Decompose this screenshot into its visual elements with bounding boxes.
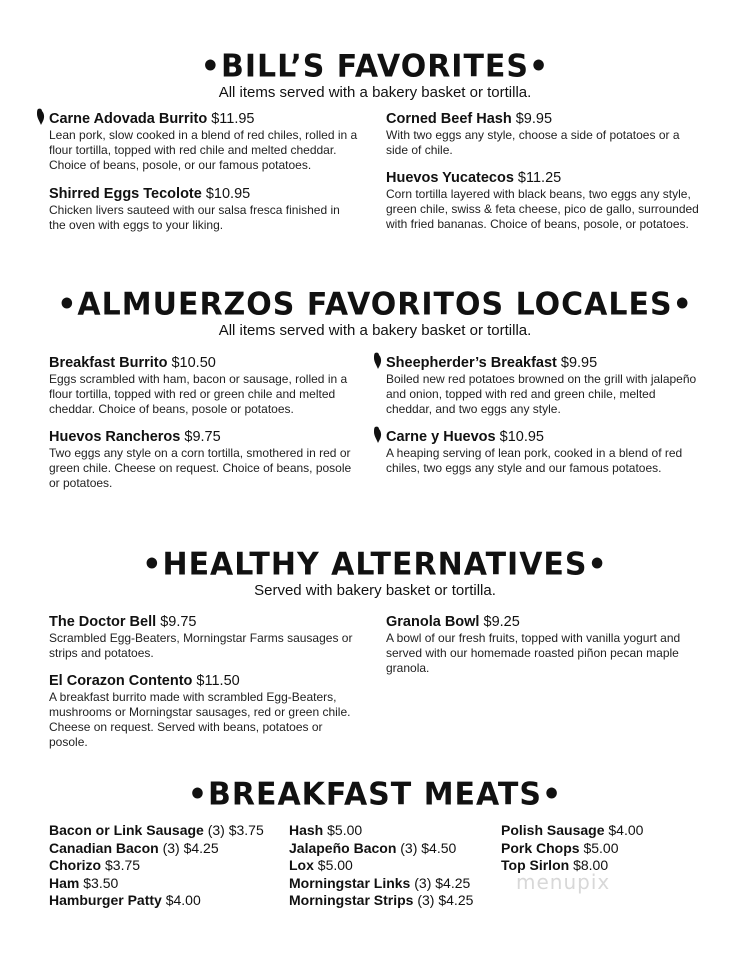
healthy-right-column [386,614,701,688]
menu-item-price: $9.75 [184,429,221,445]
meats-column-3 [501,822,643,875]
menu-item-description: Lean pork, slow cooked in a blend of red chiles, rolled in a flour tortilla, topped with red chile and melted cheddar. Choice of beans, posole, or our famous potatoes. [49,128,358,172]
meat-quantity: (3) [158,839,180,856]
section-title: •BREAKFAST MEATS• [187,776,563,813]
healthy-left-column [49,614,359,762]
meat-price: $5.00 [323,822,363,838]
menu-item [49,111,359,173]
meat-price: $5.00 [313,857,353,873]
meat-name: Pork Chops [501,839,580,856]
meat-item [501,822,643,840]
menu-item-header [49,111,359,128]
menu-item-name: Huevos Yucatecos [386,170,514,186]
chile-pepper-icon [373,426,382,443]
menu-item-description: With two eggs any style, choose a side of potatoes or a side of chile. [386,128,680,157]
menu-item-price: $10.95 [499,429,544,445]
menu-item-name: Breakfast Burrito [49,355,168,371]
menu-item-description: A bowl of our fresh fruits, topped with vanilla yogurt and served with our homemade roasted piñon pecan maple granola. [386,631,681,675]
menu-item-description: Scrambled Egg-Beaters, Morningstar Farms sausages or strips and potatoes. [49,631,353,660]
menu-item-price: $10.50 [171,355,216,371]
menu-item [49,614,359,661]
meat-price: $3.75 [224,822,264,838]
section-breakfast-meats [0,778,750,812]
meat-item [289,857,473,875]
meat-price: $3.50 [79,874,119,891]
menu-item-header [49,673,359,690]
meat-quantity: (3) [410,874,432,891]
menu-item [386,111,701,158]
menu-item-name: Corned Beef Hash [386,111,512,127]
section-subtitle: All items served with a bakery basket or tortilla. [218,84,532,101]
meat-name: Hamburger Patty [49,892,162,908]
menu-item-price: $9.95 [560,355,598,371]
menu-item-header [49,355,359,372]
menu-item [49,429,359,491]
menu-item-description: Corn tortilla layered with black beans, two eggs any style, green chile, swiss & feta cheese, pico de gallo, surrounded with fried bananas. Choice of beans, posole, or potatoes. [386,187,699,231]
menu-item-name: Carne y Huevos [386,429,496,445]
meat-name: Top Sirlon [501,857,570,873]
menu-item-name: Sheepherder’s Breakfast [386,355,557,371]
section-title: •ALMUERZOS FAVORITOS LOCALES• [57,286,693,323]
menu-item-name: El Corazon Contento [49,673,193,689]
menu-item-description: Chicken livers sauteed with our salsa fresca finished in the oven with eggs to your liking. [49,203,340,232]
meat-price: $4.25 [434,892,474,908]
almuerzos-right-column [386,355,701,488]
menu-item-description: A breakfast burrito made with scrambled Egg-Beaters, mushrooms or Morningstar sausages, red or green chile. Cheese on request. Served with beans, potatoes or posole. [49,690,351,749]
meat-price: $5.00 [579,839,619,856]
menu-item [49,355,359,417]
meat-item [49,840,264,858]
menu-item-name: Granola Bowl [386,614,480,630]
section-title: •BILL’S FAVORITES• [200,48,550,85]
meat-name: Hash [289,822,324,838]
menu-item [49,186,359,233]
menu-item-price: $9.75 [160,614,197,630]
bills-right-column [386,111,701,244]
menu-item-description: Two eggs any style on a corn tortilla, smothered in red or green chile. Cheese on request. Choice of beans, posole or potatoes. [49,446,352,490]
meat-name: Ham [49,874,80,891]
menu-item-header [49,614,359,631]
meat-quantity: (3) [396,839,418,856]
almuerzos-left-column [49,355,359,503]
meat-name: Bacon or Link Sausage [49,822,204,838]
menu-item [386,355,701,417]
menu-item-name: The Doctor Bell [49,614,157,630]
meat-item [501,840,643,858]
menu-item-price: $9.95 [515,111,553,127]
menu-item-price: $9.25 [483,614,520,630]
meat-item [49,822,264,840]
meat-name: Morningstar Strips [289,892,414,908]
meat-name: Chorizo [49,857,102,873]
meat-item [289,840,473,858]
section-subtitle: Served with bakery basket or tortilla. [254,582,496,599]
menu-item-header [49,186,359,203]
menu-item-price: $11.95 [211,111,255,127]
bills-left-column [49,111,359,245]
meat-price: $4.00 [161,892,201,908]
menu-item-header [386,355,701,372]
meat-name: Canadian Bacon [49,839,159,856]
menu-item-description: Eggs scrambled with ham, bacon or sausage, rolled in a flour tortilla, topped with red or green chile and melted cheddar. Choice of beans, posole or potatoes. [49,372,348,416]
watermark: menupix [516,870,611,894]
menu-item [49,673,359,750]
menu-item-header [49,429,359,446]
section-almuerzos [0,288,750,340]
meat-price: $4.25 [431,874,471,891]
menu-item-header [386,111,701,128]
meat-name: Jalapeño Bacon [289,839,397,856]
meats-column-2 [289,822,473,910]
menu-item-name: Shirred Eggs Tecolote [49,186,202,202]
chile-pepper-icon [36,108,45,125]
menu-item [386,170,701,232]
meat-item [49,875,264,893]
menu-item-header [386,170,701,187]
meat-price: $4.50 [417,839,457,856]
menu-item-header [386,614,701,631]
section-bills-favorites [0,50,750,102]
section-title: •HEALTHY ALTERNATIVES• [142,546,608,583]
menu-item-name: Huevos Rancheros [49,429,181,445]
meat-name: Polish Sausage [501,822,605,838]
meat-name: Morningstar Links [289,874,411,891]
menu-item-price: $11.25 [517,170,562,186]
menu-item-header [386,429,701,446]
menu-item-description: Boiled new red potatoes browned on the grill with jalapeño and onion, topped with red and green chile, melted cheddar, and two eggs any style. [386,372,697,416]
meat-price: $3.75 [101,857,141,873]
meat-item [49,857,264,875]
meat-price: $4.00 [604,822,644,838]
meat-price: $8.00 [569,857,609,873]
menu-item [386,614,701,676]
meat-name: Lox [289,857,314,873]
menu-item-name: Carne Adovada Burrito [49,111,208,127]
meat-item [49,892,264,910]
menu-item [386,429,701,476]
meat-item [289,875,473,893]
meat-item [289,822,473,840]
meat-quantity: (3) [203,822,225,838]
meat-quantity: (3) [413,892,435,908]
meat-item [289,892,473,910]
menu-item-description: A heaping serving of lean pork, cooked in a blend of red chiles, two eggs any style and our famous potatoes. [386,446,683,475]
meat-price: $4.25 [179,839,219,856]
chile-pepper-icon [373,352,382,369]
menu-item-price: $11.50 [196,673,240,689]
menu-item-price: $10.95 [205,186,251,202]
meats-column-1 [49,822,264,910]
section-healthy [0,548,750,600]
section-subtitle: All items served with a bakery basket or tortilla. [218,322,532,339]
